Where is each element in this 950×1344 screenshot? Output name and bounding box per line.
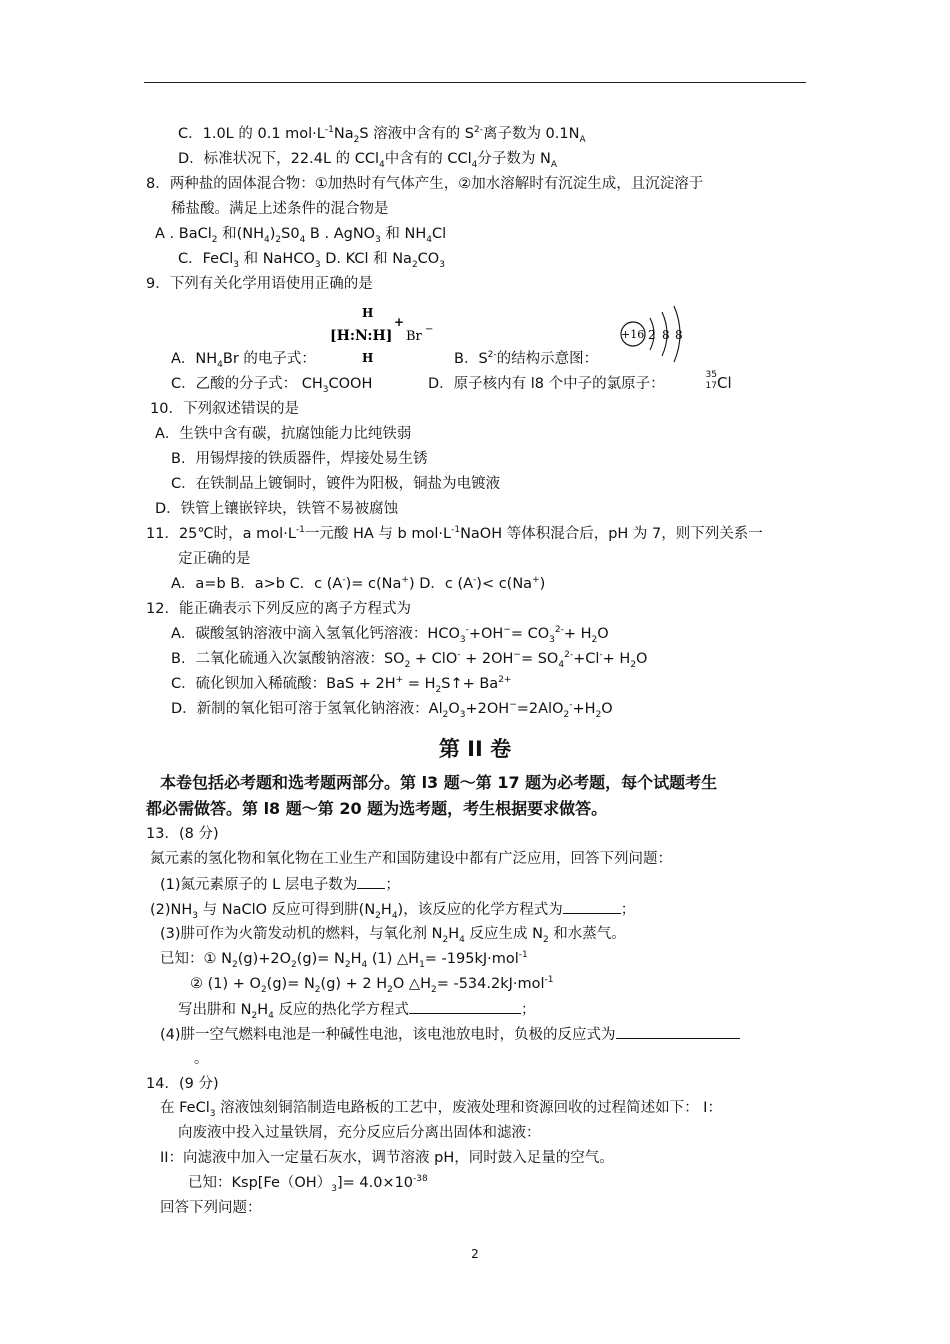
nh4-h-top: H xyxy=(362,306,374,320)
s2-shell-2-electrons: 8 xyxy=(662,328,670,342)
cl-element-symbol: Cl xyxy=(717,374,732,392)
br-ion: Br xyxy=(406,329,422,344)
q8-stem-line1: 8．两种盐的固体混合物：①加热时有气体产生，②加水溶解时有沉淀生成，且沉淀溶于 xyxy=(146,176,704,192)
q12-stem: 12．能正确表示下列反应的离子方程式为 xyxy=(146,601,411,617)
q14-line-5: 回答下列问题： xyxy=(160,1200,262,1216)
q11-stem-line2: 定正确的是 xyxy=(178,551,251,567)
q8-options-cd: C．FeCl$_3$ 和 NaHCO$_3$ D. KCl 和 $Na_2CO_3$ xyxy=(178,251,445,270)
q10-option-a: A．生铁中含有碳，抗腐蚀能力比纯铁弱 xyxy=(155,426,412,442)
q10-option-c: C．在铁制品上镀铜时，镀件为阳极，铜盐为电镀液 xyxy=(171,476,501,492)
q7-option-d: D．标准状况下，22.4L 的 CCl$_4$中含有的 CCl$_4$分子数为 $N_A$ xyxy=(178,151,558,170)
q13-part-3-question: 写出肼和 $N_2H_4$ 反应的热化学方程式 ； xyxy=(178,999,535,1020)
q14-line-2: 向废液中投入过量铁屑，充分反应后分离出固体和滤液： xyxy=(178,1125,541,1141)
page-number: 2 xyxy=(471,1247,479,1261)
q13-intro: 氮元素的氢化物和氧化物在工业生产和国防建设中都有广泛应用，回答下列问题： xyxy=(150,851,672,867)
q8-options-ab: A . BaCl$_2$ 和$(NH_4)_2S0_4$ B . AgNO$_3$ 和 $NH_4Cl$ xyxy=(155,226,447,245)
q12-option-a: A．碳酸氢钠溶液中滴入氢氧化钙溶液：$HCO_3^-+OH^-= CO_3^{2-}+ H_2O$ xyxy=(171,625,609,645)
s2-shell-1-electrons: 2 xyxy=(648,328,656,342)
q13-part-1: (1)氮元素原子的 L 层电子数为 ； xyxy=(160,874,400,895)
q14-line-3: II：向滤液中加入一定量石灰水，调节溶液 pH，同时鼓入足量的空气。 xyxy=(160,1150,614,1166)
q14-heading: 14．(9 分) xyxy=(146,1076,219,1092)
s2-structure-diagram xyxy=(616,300,696,364)
chlorine-isotope-symbol xyxy=(703,370,732,392)
q13-known-equation-1: 已知：① $N_2(g)+2O_2(g)= N_2H_4$ (1) $\triangle H_1= -195kJ\cdot mol^{-1}$ xyxy=(160,950,528,970)
part-2-title: 第 II 卷 xyxy=(438,737,512,761)
q13-part-3: (3)肼可作为火箭发动机的燃料，与氧化剂 $N_2H_4$ 反应生成 $N_2$ 和水蒸气。 xyxy=(160,926,626,945)
q13-part-2-answer-blank[interactable] xyxy=(563,899,621,914)
q13-part-4-end: 。 xyxy=(194,1051,209,1067)
s2-nucleus-charge: +16 xyxy=(621,328,645,341)
q14-line-1: 在 FeCl$_3$ 溶液蚀刻铜箔制造电路板的工艺中，废液处理和资源回收的过程简述如下： I： xyxy=(160,1100,722,1119)
q13-part-4-answer-blank[interactable] xyxy=(616,1024,740,1039)
part-2-intro-line1: 本卷包括必考题和选考题两部分。第 l3 题～第 17 题为必考题，每个试题考生 xyxy=(160,773,718,792)
q9-option-c: C．乙酸的分子式： $CH_3COOH$ xyxy=(171,376,373,395)
q11-stem-line1: 11．25℃时，a $mol\cdot L^{-1}$一元酸 HA 与 b $mol\cdot L^{-1}NaOH$ 等体积混合后，pH 为 7，则下列关系一 xyxy=(146,525,763,542)
part-2-intro-line2: 都必需做答。第 l8 题～第 20 题为选考题，考生根据要求做答。 xyxy=(146,799,608,818)
br-charge: − xyxy=(425,324,434,335)
q10-stem: 10．下列叙述错误的是 xyxy=(150,401,299,417)
q9-option-b: B．$S^{2-}$的结构示意图： xyxy=(454,350,599,367)
q12-option-d: D．新制的氧化铝可溶于氢氧化钠溶液：$Al_2O_3+2OH^-=2AlO_2^-+H_2O$ xyxy=(171,700,613,720)
nh4br-electron-formula xyxy=(330,306,440,368)
q9-option-a: A．$NH_4Br$ 的电子式： xyxy=(171,351,316,370)
q9-stem: 9．下列有关化学用语使用正确的是 xyxy=(146,276,373,292)
q13-heading: 13．(8 分) xyxy=(146,826,219,842)
q13-known-equation-2: ② $(1) + O_2(g)= N_2(g) + 2$ $H_2O$ $\triangle H_2= -534.2kJ\cdot mol^{-1}$ xyxy=(190,975,554,995)
q12-option-c: C．硫化钡加入稀硫酸：BaS + $2H^+ = H_2S↑+ Ba^{2+}$ xyxy=(171,675,512,695)
q10-option-b: B．用锡焊接的铁质器件，焊接处易生锈 xyxy=(171,451,428,467)
nh4-h-bottom: H xyxy=(362,351,374,365)
cl-mass-number: 35 xyxy=(705,370,717,380)
q13-part-3-answer-blank[interactable] xyxy=(409,999,521,1014)
q13-part-1-answer-blank[interactable] xyxy=(357,874,385,889)
nh4-charge: + xyxy=(394,315,405,329)
q8-stem-line2: 稀盐酸。满足上述条件的混合物是 xyxy=(171,201,389,217)
q14-line-4: 已知：$Ksp[Fe(OH)_3]= 4.0\times 10^{-38}$ xyxy=(188,1174,428,1194)
q13-part-4: (4)肼一空气燃料电池是一种碱性电池，该电池放电时，负极的反应式为 xyxy=(160,1024,740,1045)
header-rule xyxy=(144,82,806,83)
q7-option-c: C．1.0L 的 0.1 $mol\cdot L^{-1}Na_2S$ 溶液中含有的 $S^{2-}$离子数为 $0.1N_A$ xyxy=(178,125,586,145)
nh4-core: [H:N:H] xyxy=(330,328,393,344)
q11-options: A．a=b B．a>b C．c (A-)= c(Na+) D．c (A-)< c(Na+) xyxy=(171,575,546,592)
s2-shell-3-electrons: 8 xyxy=(675,328,683,342)
q10-option-d: D．铁管上镶嵌锌块，铁管不易被腐蚀 xyxy=(155,501,399,517)
cl-atomic-number: 17 xyxy=(705,381,717,391)
q13-part-2: $(2)NH_3$ 与 NaClO 反应可得到肼$(N_2H_4)$，该反应的化学方程式为 ； xyxy=(150,899,635,920)
q12-option-b: B．二氧化硫通入次氯酸钠溶液：$SO_2 + ClO^- + 2OH^-= SO_4^{2-}+Cl^-+ H_2O$ xyxy=(171,650,648,670)
q9-option-d: D．原子核内有 l8 个中子的氯原子： xyxy=(428,376,665,392)
